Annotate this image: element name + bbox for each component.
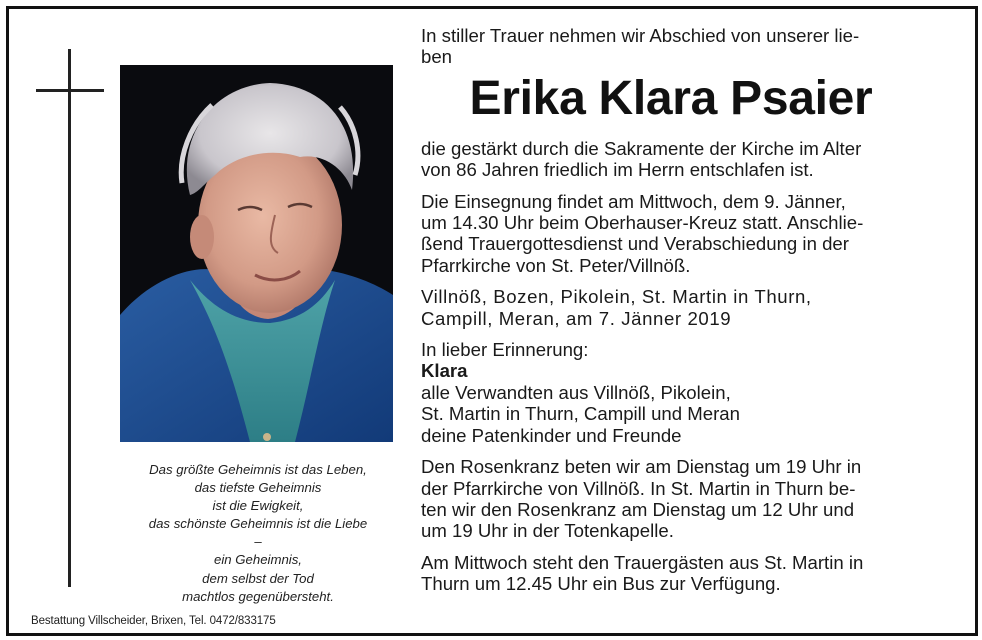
poem-line: das schönste Geheimnis ist die Liebe	[148, 516, 368, 532]
portrait-photo	[120, 65, 393, 442]
text-line: von 86 Jahren friedlich im Herrn entschlafen ist.	[421, 159, 814, 181]
text-line: Den Rosenkranz beten wir am Dienstag um 19 Uhr in	[421, 456, 862, 478]
poem-line: ist die Ewigkeit,	[212, 498, 304, 514]
text-line: ßend Trauergottesdienst und Verabschiedung in der	[421, 233, 849, 255]
mourner-row: deine Patenkinder und Freunde	[421, 424, 682, 446]
text-line: Villnöß, Bozen, Pikolein, St. Martin in Thurn,	[421, 286, 812, 308]
text-line: Am Mittwoch steht den Trauergästen aus St. Martin in	[421, 551, 864, 573]
intro-text	[421, 25, 963, 68]
bus-details	[421, 552, 963, 595]
poem-line: Das größte Geheimnis ist das Leben,	[149, 462, 367, 477]
text-line: Thurn um 12.45 Uhr ein Bus zur Verfügung.	[421, 573, 781, 595]
text-line: um 19 Uhr in der Totenkapelle.	[421, 520, 674, 542]
text-line: ten wir den Rosenkranz am Dienstag um 12 Uhr und	[421, 498, 855, 520]
mourner-row: St. Martin in Thurn, Campill und Meran	[421, 403, 740, 425]
poem-line: das tiefste Geheimnis	[194, 480, 322, 496]
funeral-home-footer: Bestattung Villscheider, Brixen, Tel. 0472/833175	[31, 615, 276, 627]
poem-line: machtlos gegenübersteht.	[182, 588, 334, 604]
poem-line: dem selbst der Tod	[202, 570, 314, 586]
text-line: Die Einsegnung findet am Mittwoch, dem 9. Jänner,	[421, 190, 846, 212]
place-and-date	[421, 286, 963, 329]
mourner-name: Klara	[421, 360, 468, 382]
death-statement	[421, 138, 963, 181]
portrait-illustration	[120, 65, 393, 442]
poem-line: ein Geheimnis,	[214, 552, 302, 568]
text-line: der Pfarrkirche von Villnöß. In St. Martin in Thurn be-	[421, 477, 856, 499]
mourners-list	[421, 339, 963, 446]
cross-icon	[68, 49, 71, 587]
notice-text	[421, 25, 963, 605]
intro-line: In stiller Trauer nehmen wir Abschied von unserer lie-	[421, 25, 860, 46]
obituary-notice	[6, 6, 978, 636]
text-line: Pfarrkirche von St. Peter/Villnöß.	[421, 254, 691, 276]
funeral-details	[421, 191, 963, 277]
poem	[114, 461, 402, 606]
poem-line: –	[254, 534, 262, 550]
cross-icon-bar	[36, 89, 104, 92]
mourners-heading: In lieber Erinnerung:	[421, 339, 589, 361]
deceased-name: Erika Klara Psaier	[469, 71, 873, 125]
intro-line: ben	[421, 46, 453, 68]
text-line: die gestärkt durch die Sakramente der Kirche im Alter	[421, 137, 862, 159]
mourner-row: alle Verwandten aus Villnöß, Pikolein,	[421, 381, 731, 403]
rosary-details	[421, 456, 963, 542]
text-line: Campill, Meran, am 7. Jänner 2019	[421, 307, 732, 329]
text-line: um 14.30 Uhr beim Oberhauser-Kreuz statt. Anschlie-	[421, 212, 864, 234]
